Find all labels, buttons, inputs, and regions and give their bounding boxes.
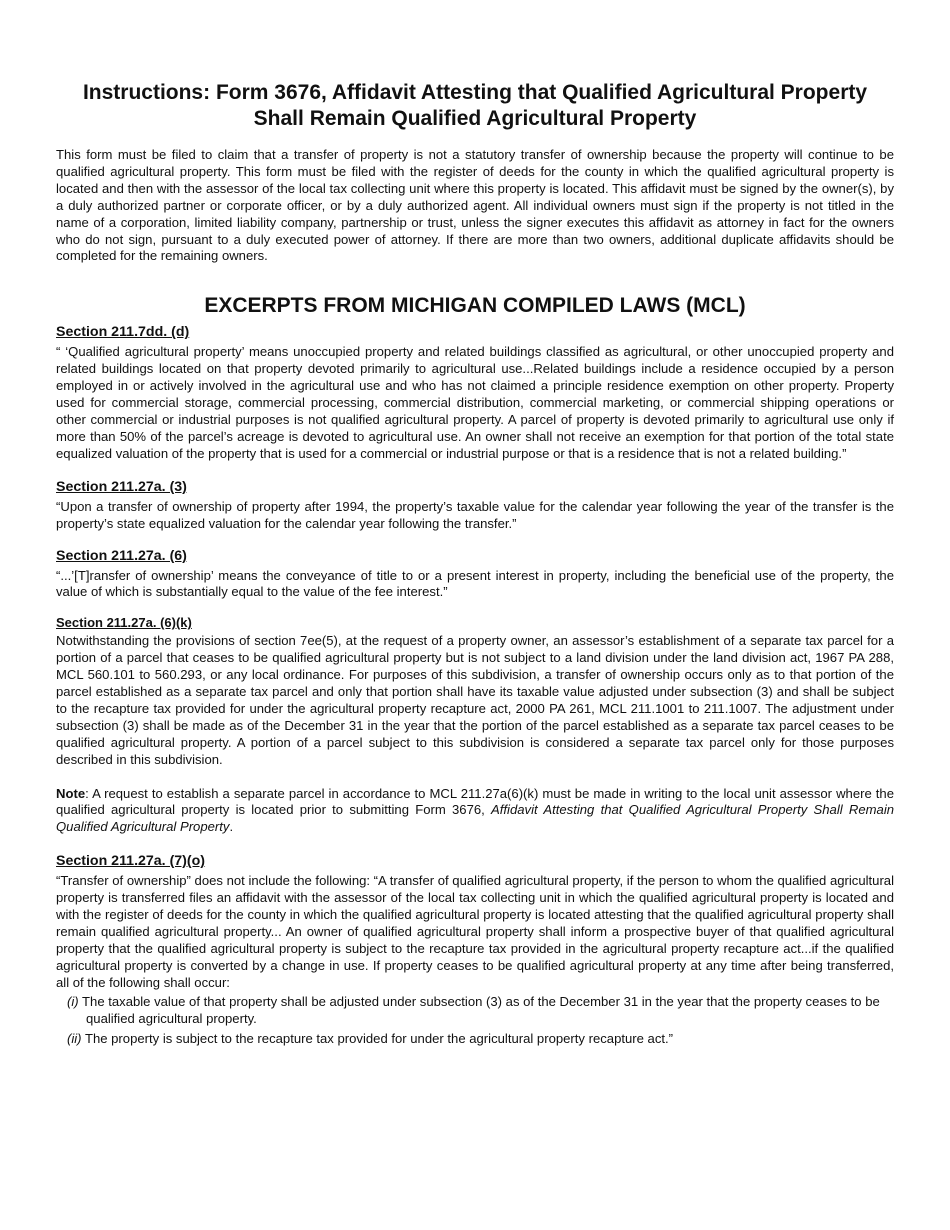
note-paragraph bbox=[56, 786, 894, 837]
sub-item-i bbox=[56, 994, 894, 1028]
section-heading: Section 211.27a. (3) bbox=[56, 478, 187, 495]
section-211-27a-7-o bbox=[56, 852, 894, 1048]
section-text: “Upon a transfer of ownership of property after 1994, the property’s taxable value for the calendar year following the year of the transfer is the property’s state equalized valuation for the calendar year following the transfer.” bbox=[56, 498, 894, 531]
excerpts-heading: EXCERPTS FROM MICHIGAN COMPILED LAWS (MCL) bbox=[204, 294, 746, 318]
note-text-before: : A request to establish a separate parcel in accordance to MCL 211.27a(6)(k) must be made in writing to the local unit assessor where the qualified agricultural property is located prior to submitting Form 3676, bbox=[56, 785, 894, 818]
sub-item-list bbox=[56, 994, 894, 1049]
section-text: Notwithstanding the provisions of section 7ee(5), at the request of a property owner, an assessor’s establishment of a separate tax parcel for a portion of a parcel that ceases to be qualified agricultural property but is not subject to a land division under the land division act, 1967 PA 288, MCL 560.101 to 560.293, or any local ordinance. For purposes of this subdivision, a transfer of ownership occurs only as to that portion of the parcel established as a separate tax parcel and only that portion shall have its taxable value adjusted under subsection (3) and shall be subject to the recapture tax provided for under the agricultural property recapture act, 2000 PA 261, MCL 211.1001 to 211.1007. The adjustment under subsection (3) shall be made as of the December 31 in the year that the portion of the parcel established as a separate tax parcel ceases to be qualified agricultural property. A portion of a parcel subject to this subdivision is considered a separate tax parcel only for those purposes described in this subdivision. bbox=[56, 633, 894, 767]
sub-item-marker: (i) bbox=[67, 993, 79, 1009]
sub-item-text: The taxable value of that property shall be adjusted under subsection (3) as of the December 31 in the year that the property ceases to be qualified agricultural property. bbox=[78, 993, 880, 1026]
section-211-7dd-d bbox=[56, 323, 894, 462]
note-label: Note bbox=[56, 785, 86, 801]
section-heading: Section 211.27a. (7)(o) bbox=[56, 853, 206, 870]
document-title bbox=[56, 80, 894, 132]
note-form-name: Affidavit Attesting that Qualified Agricultural Property Shall Remain Qualified Agricultural Property bbox=[56, 802, 895, 835]
section-heading: Section 211.27a. (6)(k) bbox=[56, 615, 192, 631]
document-title-line-1: Instructions: Form 3676, Affidavit Attesting that Qualified Agricultural Property bbox=[82, 81, 868, 104]
note-text-after: . bbox=[229, 819, 234, 835]
section-text: “ ‘Qualified agricultural property’ means unoccupied property and related buildings classified as agricultural, or other unoccupied property and related buildings located on that property devoted primarily to agricultural use...Related buildings include a residence occupied by a person employed in or actively involved in the agricultural use and who has not claimed a principle residence exemption on other property. Property used for commercial storage, commercial processing, commercial distribution, commercial marketing, or commercial shipping operations or other commercial or industrial purposes is not qualified agricultural property. A parcel of property is devoted primarily to agricultural use only if more than 50% of the parcel’s acreage is devoted to agricultural use. An owner shall not receive an exemption for that portion of the total state equalized valuation of the property that is used for a commercial or industrial purpose or that is a residence that is not a related building.” bbox=[56, 344, 894, 461]
section-211-27a-3 bbox=[56, 478, 894, 533]
sub-item-marker: (ii) bbox=[67, 1031, 82, 1047]
section-heading: Section 211.7dd. (d) bbox=[56, 324, 190, 341]
section-heading: Section 211.27a. (6) bbox=[56, 547, 187, 564]
section-211-27a-6-k bbox=[56, 615, 894, 768]
section-text: “Transfer of ownership” does not include the following: “A transfer of qualified agricultural property, if the person to whom the qualified agricultural property is transferred files an affidavit with the assessor of the local tax collecting unit in which the qualified agricultural property is located and with the register of deeds for the county in which the qualified agricultural property is located attesting that the qualified agricultural property shall remain qualified agricultural property... An owner of qualified agricultural property shall inform a prospective buyer of that qualified agricultural property that the qualified agricultural property is subject to the recapture tax provided in the agricultural property recapture act...if the qualified agricultural property is converted by a change in use. If property ceases to be qualified agricultural property at any time after being transferred, all of the following shall occur: bbox=[56, 873, 894, 990]
sub-item-ii bbox=[56, 1031, 894, 1048]
section-text: “...’[T]ransfer of ownership’ means the conveyance of title to or a present interest in property, including the beneficial use of the property, the value of which is substantially equal to the value of the fee interest.” bbox=[56, 567, 894, 600]
document-title-line-2: Shall Remain Qualified Agricultural Property bbox=[253, 107, 697, 130]
sub-item-text: The property is subject to the recapture tax provided for under the agricultural property recapture act.” bbox=[81, 1031, 674, 1047]
intro-paragraph: This form must be filed to claim that a transfer of property is not a statutory transfer of ownership because the property will continue to be qualified agricultural property. This form must be filed with the register of deeds for the county in which the qualified agricultural property is located and then with the assessor of the local tax collecting unit where this property is located. This affidavit must be signed by the owner(s), by a duly authorized partner or corporate officer, or by a duly authorized agent. All individual owners must sign if the property is not titled in the name of a corporation, limited liability company, partnership or trust, unless the signer executes this affidavit as attorney in fact for the owners who do not sign, pursuant to a duly executed power of attorney. If there are more than two owners, additional duplicate affidavits should be completed for the remaining owners. bbox=[56, 147, 894, 264]
section-211-27a-6 bbox=[56, 547, 894, 602]
